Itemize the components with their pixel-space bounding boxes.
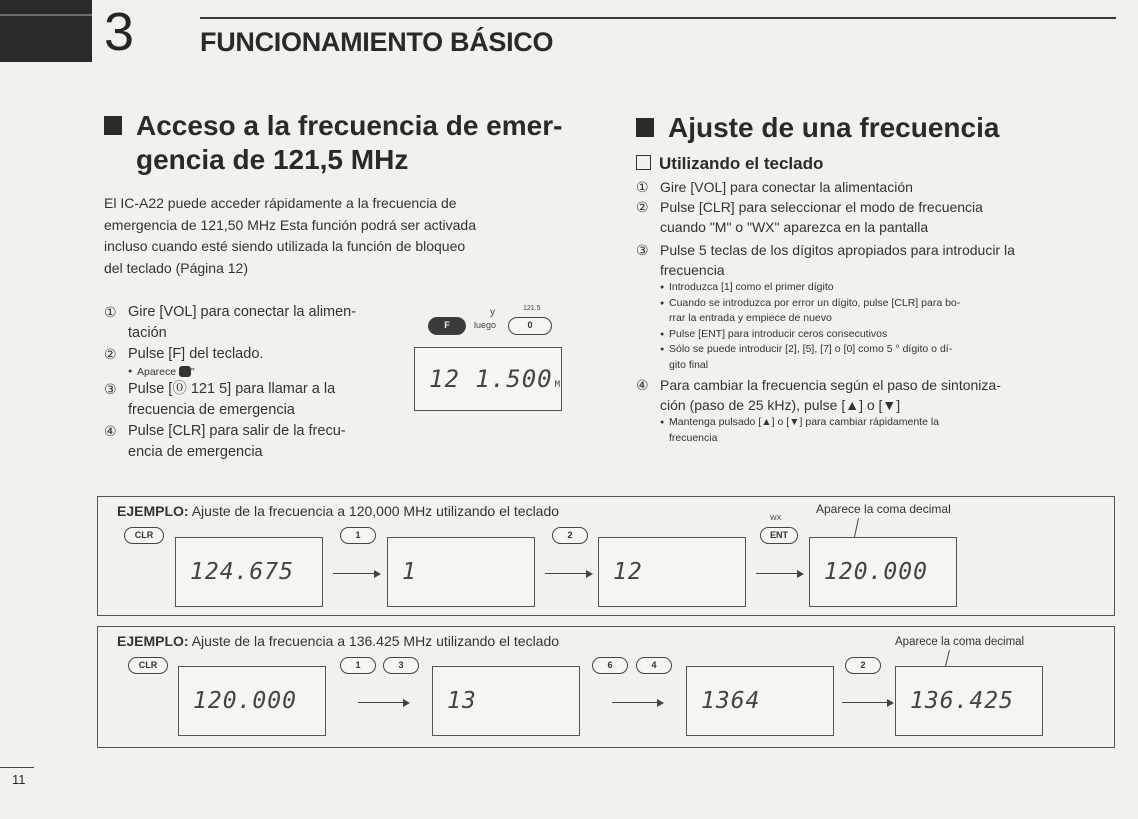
right-subheading: Utilizando el teclado xyxy=(636,154,823,174)
chapter-rule xyxy=(200,17,1116,19)
example-1-note: Aparece la coma decimal xyxy=(816,502,951,516)
example-1-display-3: 12 xyxy=(598,537,746,607)
chapter-tab xyxy=(0,0,92,62)
left-intro: El IC-A22 puede acceder rápidamente a la frecuencia de emergencia de 121,50 MHz Esta función podrá ser activada incluso cuando esté siendo utilizada la función de bloqueo del teclado (Página 12) xyxy=(104,195,476,276)
section-square-icon xyxy=(636,118,654,137)
example-2-display-1: 120.000 xyxy=(178,666,326,736)
right-heading: Ajuste de una frecuencia xyxy=(636,111,999,145)
left-steps xyxy=(104,302,414,463)
arrow-icon xyxy=(756,573,798,574)
example-2-display-2: 13 xyxy=(432,666,580,736)
example-2-title: EJEMPLO: Ajuste de la frecuencia a 136.425 MHz utilizando el teclado xyxy=(117,633,560,649)
page-number-rule xyxy=(0,767,34,768)
arrow-icon xyxy=(612,702,658,703)
left-step-4: ④ Pulse [CLR] para salir de la frecu- encia de emergencia xyxy=(104,423,346,460)
right-step-3-bullets: ● Introduzca [1] como el primer dígito ● Cuando se introduzca por error un dígito, pulse [CLR] para bo- rrar la entrada y empiece de nuevo ● Pulse [ENT] para introducir ceros consecutivos ● Sólo se puede introducir [2], [5], [7] o [0] como 5 ° dígito o dí- gito final xyxy=(636,280,1116,373)
example-2-display-3: 1364 xyxy=(686,666,834,736)
chapter-title: FUNCIONAMIENTO BÁSICO xyxy=(200,27,554,57)
zero-key: 0 xyxy=(508,317,552,335)
left-heading: Acceso a la frecuencia de emer- xyxy=(104,109,562,143)
arrow-icon xyxy=(842,702,888,703)
left-step-2-note: ● Aparece " xyxy=(104,365,414,379)
key-4: 4 xyxy=(636,657,672,674)
f-key: F xyxy=(428,317,466,335)
right-steps xyxy=(636,177,1116,446)
left-step-3: ③ Pulse [⓪ 121 5] para llamar a la frecuencia de emergencia xyxy=(104,381,336,418)
arrow-icon xyxy=(358,702,404,703)
key-1: 1 xyxy=(340,657,376,674)
ent-key: ENT xyxy=(760,527,798,544)
key-3: 3 xyxy=(383,657,419,674)
f-indicator-icon xyxy=(179,366,191,377)
example-2-note: Aparece la coma decimal xyxy=(895,636,1025,648)
right-step-2: ② Pulse [CLR] para seleccionar el modo de frecuencia cuando "M" o "WX" aparezca en la pantalla xyxy=(636,199,983,235)
emergency-lcd: 12 1.500 M xyxy=(414,347,562,411)
right-step-4-bullets: ● Mantenga pulsado [▲] o [▼] para cambiar rápidamente la frecuencia xyxy=(636,415,1116,446)
figure-luego-label: luego xyxy=(474,320,497,330)
clr-key: CLR xyxy=(124,527,164,544)
left-step-1: ① Gire [VOL] para conectar la alimen- tación xyxy=(104,304,357,341)
key-2: 2 xyxy=(552,527,588,544)
checkbox-square-icon xyxy=(636,155,651,170)
left-step-2: ② Pulse [F] del teclado. xyxy=(104,346,264,362)
page-number: 11 xyxy=(12,772,26,787)
key-1: 1 xyxy=(340,527,376,544)
key-6: 6 xyxy=(592,657,628,674)
right-step-3: ③ Pulse 5 teclas de los dígitos apropiados para introducir la frecuencia xyxy=(636,242,1015,278)
left-heading-cont: gencia de 121,5 MHz xyxy=(136,144,409,175)
example-1-display-1: 124.675 xyxy=(175,537,323,607)
clr-key: CLR xyxy=(128,657,168,674)
key-2: 2 xyxy=(845,657,881,674)
example-1-title: EJEMPLO: Ajuste de la frecuencia a 120,000 MHz utilizando el teclado xyxy=(117,503,560,519)
figure-121-label: 121.5 xyxy=(523,305,541,312)
example-1-display-4: 120.000 xyxy=(809,537,957,607)
example-2-display-4: 136.425 xyxy=(895,666,1043,736)
right-step-4: ④ Para cambiar la frecuencia según el paso de sintoniza- ción (paso de 25 kHz), pulse [▲] o [▼] xyxy=(636,377,1001,413)
arrow-icon xyxy=(333,573,375,574)
section-square-icon xyxy=(104,116,122,135)
wx-label: WX xyxy=(770,515,782,522)
right-step-1: ① Gire [VOL] para conectar la alimentación xyxy=(636,179,913,195)
example-1-display-2: 1 xyxy=(387,537,535,607)
arrow-icon xyxy=(545,573,587,574)
figure-y-label: y xyxy=(490,307,495,318)
chapter-number: 3 xyxy=(104,2,135,62)
